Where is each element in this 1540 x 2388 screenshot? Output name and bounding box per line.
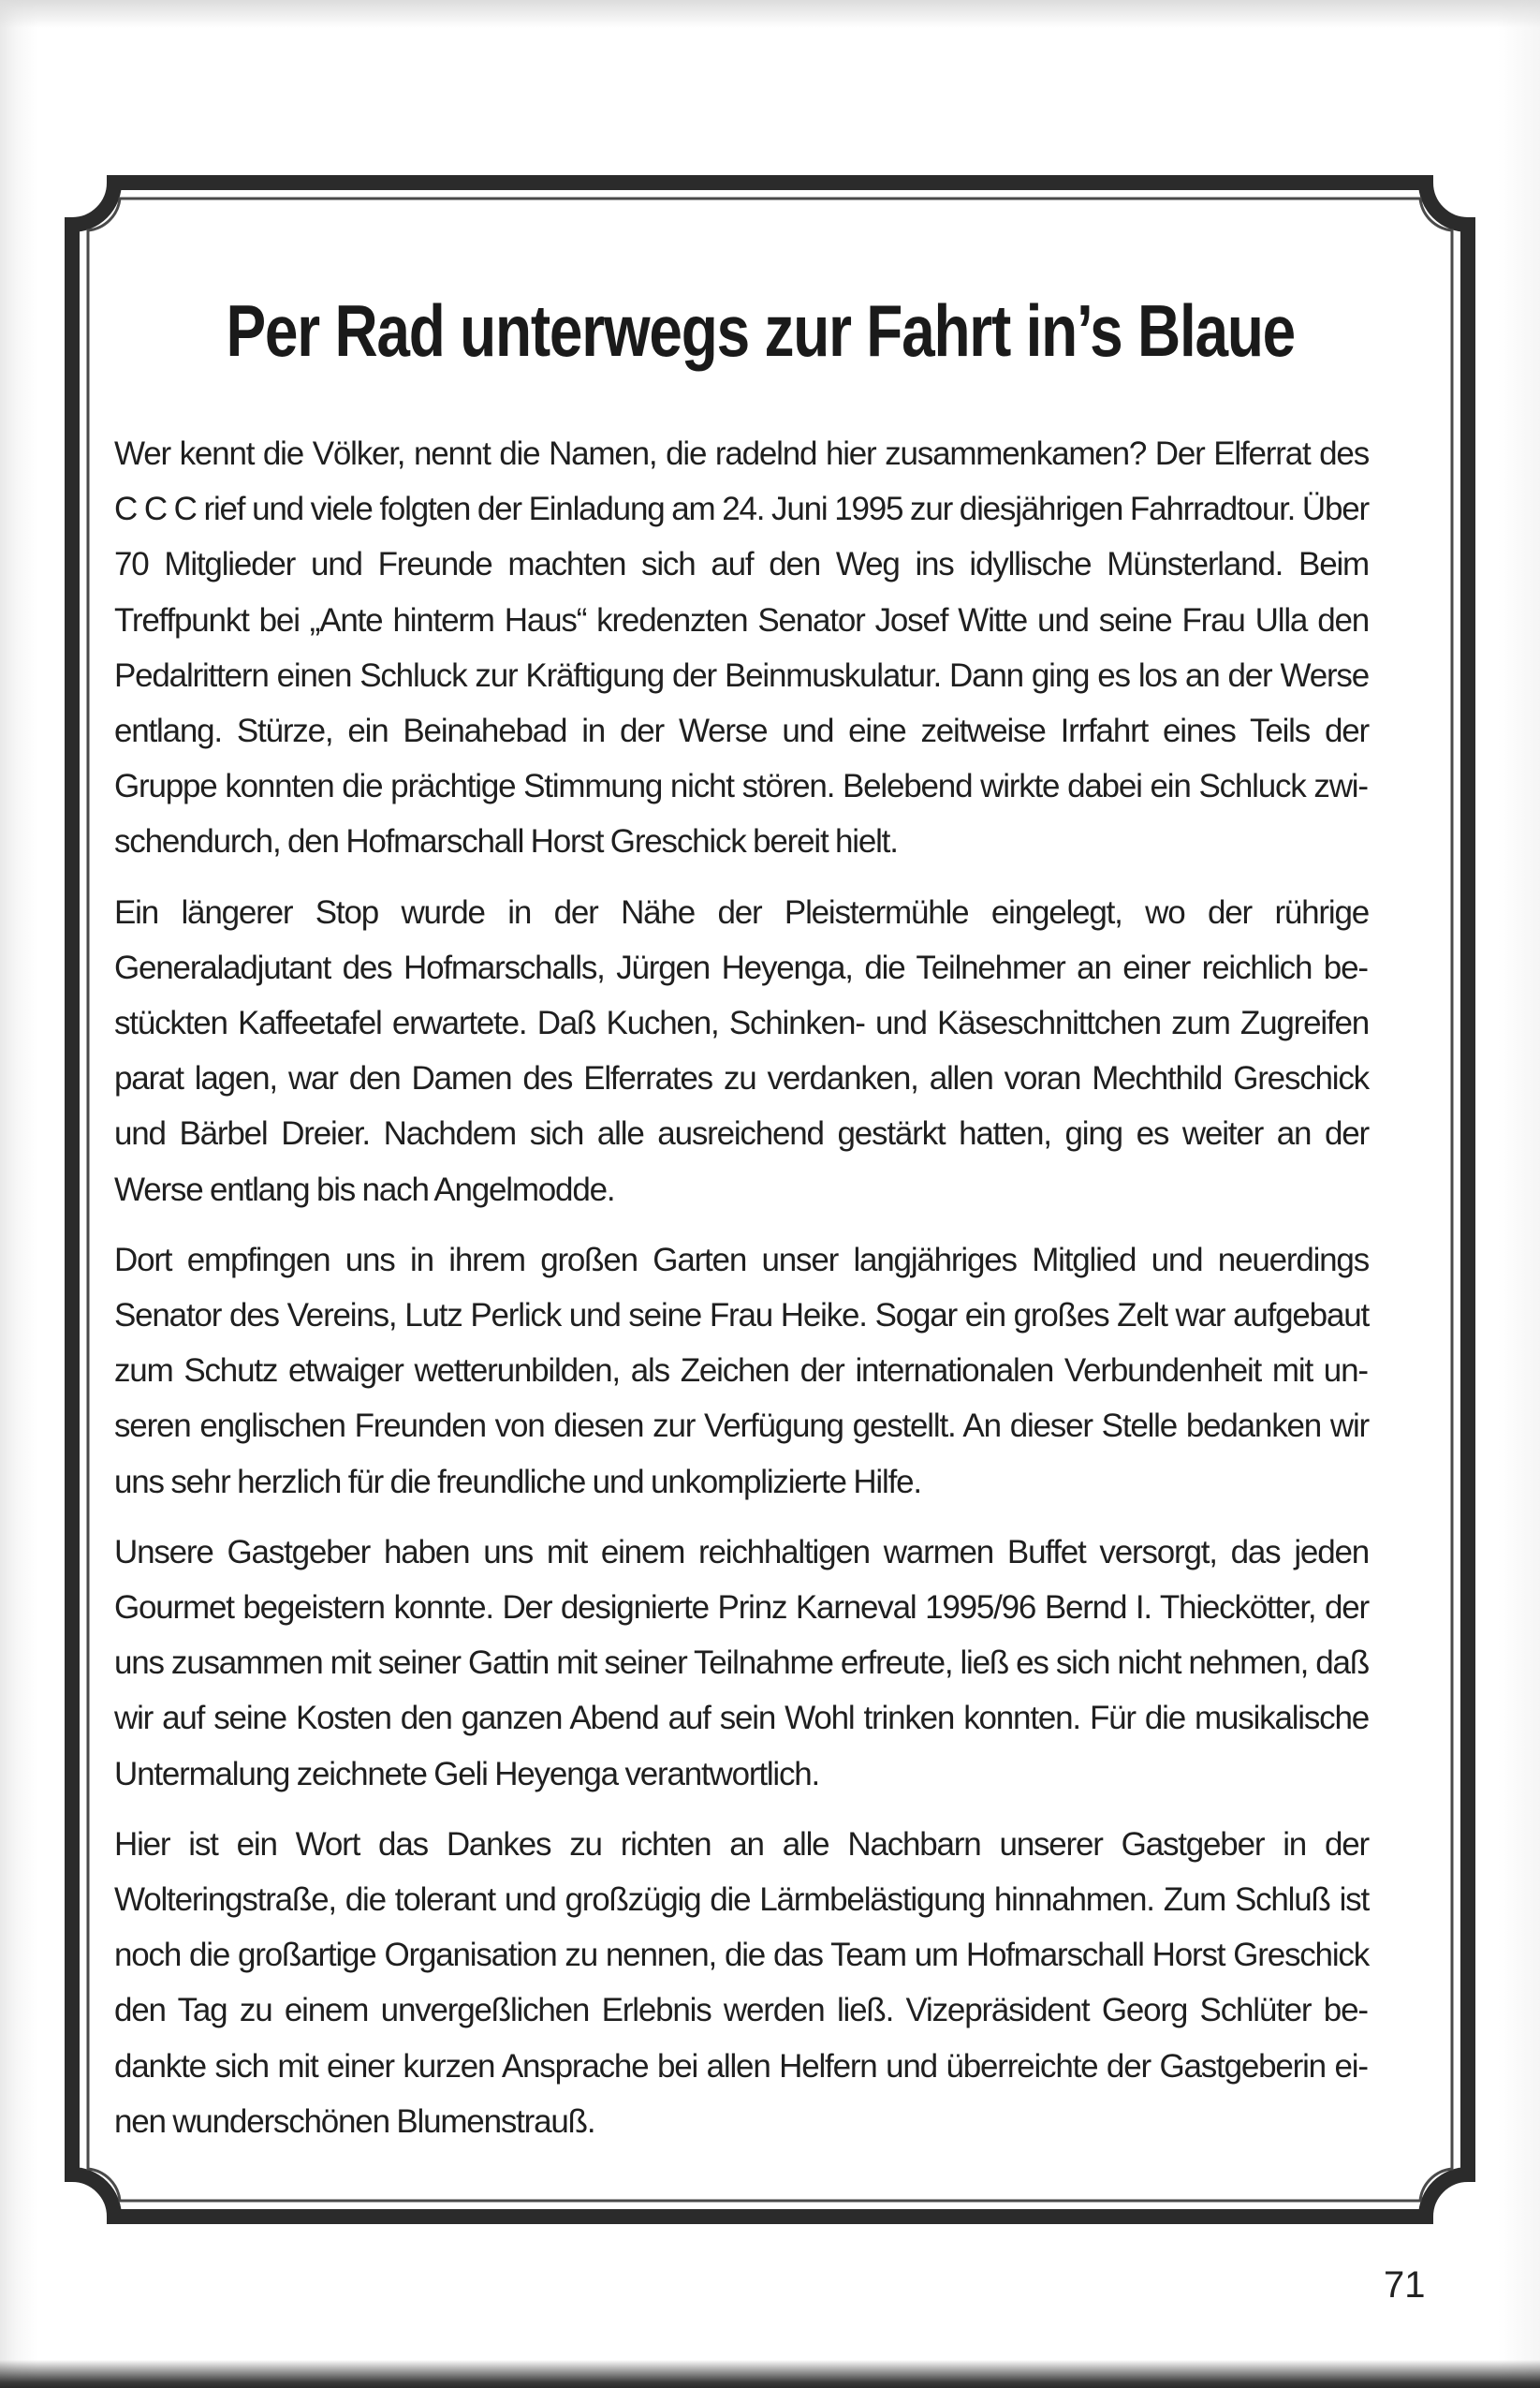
page-number: 71	[1384, 2264, 1426, 2306]
article-paragraph-2: Ein längerer Stop wurde in der Nähe der Pleistermühle eingelegt, wo der rührige Generaladjutant des Hofmarschalls, Jürgen Heyenga, die Teilnehmer an einer reichlich bestückten Kaffeetafel erwartete. Daß Kuchen, Schinken- und Käseschnittchen zum Zugreifen parat lagen, war den Damen des Elferrates zu verdanken, allen voran Mechthild Greschick und Bärbel Dreier. Nachdem sich alle ausreichend gestärkt hatten, ging es weiter an der Werse entlang bis nach Angelmodde.	[114, 893, 1369, 1208]
article-paragraph-5: Hier ist ein Wort das Dankes zu richten an alle Nachbarn unserer Gastgeber in der Wolteringstraße, die tolerant und großzügig die Lärmbelästigung hinnahmen. Zum Schluß ist noch die großartige Organisation zu nennen, die das Team um Hofmarschall Horst Greschick den Tag zu einem unvergeßlichen Erlebnis werden ließ. Vizepräsident Georg Schlüter bedankte sich mit einer kurzen Ansprache bei allen Helfern und überreichte der Gastgeberin einen wunderschönen Blumenstrauß.	[114, 1825, 1369, 2140]
article-paragraph-4: Unsere Gastgeber haben uns mit einem reichhaltigen warmen Buffet versorgt, das jeden Gourmet begeistern konnte. Der designierte Prinz Karneval 1995/96 Bernd I. Thieckötter, der uns zusammen mit seiner Gattin mit seiner Teilnahme erfreute, ließ es sich nicht nehmen, daß wir auf seine Kosten den ganzen Abend auf sein Wohl trinken konnten. Für die musikalische Untermalung zeichnete Geli Heyenga verantwortlich.	[114, 1533, 1369, 1792]
article-paragraph-3: Dort empfingen uns in ihrem großen Garten unser langjähriges Mitglied und neuerdings Senator des Vereins, Lutz Perlick und seine Frau Heike. Sogar ein großes Zelt war aufgebaut zum Schutz etwaiger wetterunbilden, als Zeichen der internationalen Verbundenheit mit unseren englischen Freunden von diesen zur Verfügung gestellt. An dieser Stelle bedanken wir uns sehr herzlich für die freundliche und unkomplizierte Hilfe.	[114, 1241, 1369, 1500]
article-body	[114, 426, 1369, 2164]
article-paragraph-1: Wer kennt die Völker, nennt die Namen, die radelnd hier zusammenkamen? Der Elferrat des C C C rief und viele folgten der Einladung am 24. Juni 1995 zur diesjährigen Fahrradtour. Über 70 Mitglieder und Freunde machten sich auf den Weg ins idyllische Münsterland. Beim Treffpunkt bei „Ante hinterm Haus“ kredenzten Senator Josef Witte und seine Frau Ulla den Pedalrittern einen Schluck zur Kräftigung der Beinmuskulatur. Dann ging es los an der Werse entlang. Stürze, ein Beinahebad in der Werse und eine zeitweise Irrfahrt eines Teils der Gruppe konnten die prächtige Stimmung nicht stören. Belebend wirkte dabei ein Schluck zwischendurch, den Hofmarschall Horst Greschick bereit hielt.	[114, 435, 1369, 861]
article-title: Per Rad unterwegs zur Fahrt in’s Blaue	[226, 289, 1296, 372]
page-bottom-edge	[0, 2360, 1540, 2388]
